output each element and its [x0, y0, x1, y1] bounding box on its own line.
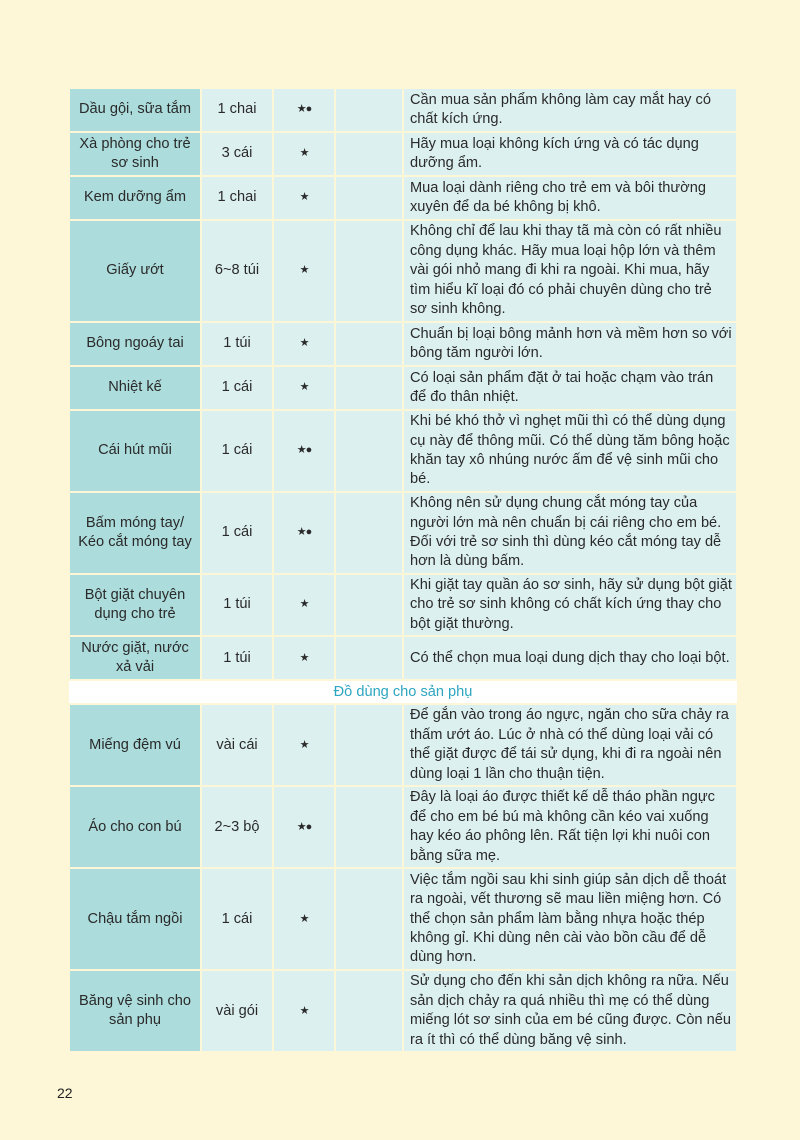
page-number: 22: [57, 1085, 73, 1101]
item-quantity: 1 túi: [201, 574, 273, 636]
item-name: Miếng đệm vú: [69, 704, 201, 786]
table-row: [69, 176, 737, 220]
item-name: Kem dưỡng ẩm: [69, 176, 201, 220]
item-note: Việc tắm ngồi sau khi sinh giúp sản dịch dễ thoát ra ngoài, vết thương sẽ mau liền miệng hơn. Có thể chọn sản phẩm làm bằng nhựa hoặc thép không gỉ. Khi dùng nên cài vào bồn cầu để dễ dùng hơn.: [403, 868, 737, 970]
table-row: [69, 868, 737, 970]
priority-mark: ★●: [273, 492, 335, 574]
item-note: Đây là loại áo được thiết kế dễ tháo phần ngực để cho em bé bú mà không cần kéo vai xuống hay kéo áo phông lên. Rất tiện lợi khi nuôi con bằng sữa mẹ.: [403, 786, 737, 868]
check-cell: [335, 704, 403, 786]
section-header-row: [69, 680, 737, 704]
item-note: Không nên sử dụng chung cắt móng tay của người lớn mà nên chuẩn bị cái riêng cho em bé. Đối với trẻ sơ sinh thì dùng kéo cắt móng tay dễ hơn là dùng bấm.: [403, 492, 737, 574]
item-name: Chậu tắm ngồi: [69, 868, 201, 970]
section-title: Đồ dùng cho sản phụ: [69, 680, 737, 704]
item-quantity: 6~8 túi: [201, 220, 273, 322]
check-cell: [335, 636, 403, 680]
item-note: Khi bé khó thở vì nghẹt mũi thì có thể dùng dụng cụ này để thông mũi. Có thể dùng tăm bông hoặc khăn tay xô nhúng nước ấm để vệ sinh mũi cho bé.: [403, 410, 737, 492]
table-row: [69, 322, 737, 366]
table-row: [69, 970, 737, 1052]
item-note: Khi giặt tay quần áo sơ sinh, hãy sử dụng bột giặt cho trẻ sơ sinh không có chất kích ứng thay cho bột giặt thường.: [403, 574, 737, 636]
item-note: Chuẩn bị loại bông mảnh hơn và mềm hơn so với bông tăm người lớn.: [403, 322, 737, 366]
item-name: Nhiệt kế: [69, 366, 201, 410]
check-cell: [335, 574, 403, 636]
table-row: [69, 366, 737, 410]
item-name: Bột giặt chuyên dụng cho trẻ: [69, 574, 201, 636]
check-cell: [335, 88, 403, 132]
item-name: Dầu gội, sữa tắm: [69, 88, 201, 132]
priority-mark: ★: [273, 574, 335, 636]
priority-mark: ★●: [273, 410, 335, 492]
item-quantity: 1 túi: [201, 636, 273, 680]
check-cell: [335, 786, 403, 868]
table-row: [69, 220, 737, 322]
priority-mark: ★: [273, 220, 335, 322]
item-quantity: 3 cái: [201, 132, 273, 176]
priority-mark: ★: [273, 868, 335, 970]
item-name: Bông ngoáy tai: [69, 322, 201, 366]
item-note: Hãy mua loại không kích ứng và có tác dụng dưỡng ẩm.: [403, 132, 737, 176]
priority-mark: ★: [273, 366, 335, 410]
check-cell: [335, 132, 403, 176]
table-row: [69, 410, 737, 492]
item-note: Cần mua sản phẩm không làm cay mắt hay có chất kích ứng.: [403, 88, 737, 132]
check-cell: [335, 492, 403, 574]
item-note: Mua loại dành riêng cho trẻ em và bôi thường xuyên để da bé không bị khô.: [403, 176, 737, 220]
item-note: Không chỉ để lau khi thay tã mà còn có rất nhiều công dụng khác. Hãy mua loại hộp lớn và thêm vài gói nhỏ mang đi khi ra ngoài. Khi mua, hãy tìm hiểu kĩ loại đó có phải chuyên dùng cho trẻ sơ sinh không.: [403, 220, 737, 322]
priority-mark: ★: [273, 970, 335, 1052]
check-cell: [335, 322, 403, 366]
item-name: Áo cho con bú: [69, 786, 201, 868]
priority-mark: ★●: [273, 786, 335, 868]
item-name: Bấm móng tay/ Kéo cắt móng tay: [69, 492, 201, 574]
item-quantity: 1 chai: [201, 88, 273, 132]
item-note: Có thể chọn mua loại dung dịch thay cho loại bột.: [403, 636, 737, 680]
item-quantity: 2~3 bộ: [201, 786, 273, 868]
item-name: Cái hút mũi: [69, 410, 201, 492]
table-row: [69, 492, 737, 574]
item-note: Để gắn vào trong áo ngực, ngăn cho sữa chảy ra thấm ướt áo. Lúc ở nhà có thể dùng loại vải có thể giặt được để tái sử dụng, khi đi ra ngoài nên dùng loại 1 lần cho thuận tiện.: [403, 704, 737, 786]
table-row: [69, 132, 737, 176]
item-quantity: 1 cái: [201, 366, 273, 410]
item-note: Có loại sản phẩm đặt ở tai hoặc chạm vào trán để đo thân nhiệt.: [403, 366, 737, 410]
item-quantity: 1 cái: [201, 410, 273, 492]
priority-mark: ★: [273, 322, 335, 366]
item-name: Giấy ướt: [69, 220, 201, 322]
check-cell: [335, 410, 403, 492]
check-cell: [335, 366, 403, 410]
check-cell: [335, 220, 403, 322]
item-quantity: 1 túi: [201, 322, 273, 366]
table-row: [69, 574, 737, 636]
priority-mark: ★: [273, 704, 335, 786]
table-row: [69, 636, 737, 680]
item-name: Băng vệ sinh cho sản phụ: [69, 970, 201, 1052]
table-row: [69, 704, 737, 786]
table-row: [69, 88, 737, 132]
item-name: Nước giặt, nước xả vải: [69, 636, 201, 680]
priority-mark: ★: [273, 636, 335, 680]
priority-mark: ★: [273, 176, 335, 220]
priority-mark: ★: [273, 132, 335, 176]
item-quantity: 1 cái: [201, 868, 273, 970]
item-quantity: 1 chai: [201, 176, 273, 220]
item-name: Xà phòng cho trẻ sơ sinh: [69, 132, 201, 176]
item-quantity: vài gói: [201, 970, 273, 1052]
item-quantity: vài cái: [201, 704, 273, 786]
supply-table: [68, 87, 738, 1053]
table-row: [69, 786, 737, 868]
check-cell: [335, 970, 403, 1052]
check-cell: [335, 868, 403, 970]
check-cell: [335, 176, 403, 220]
item-note: Sử dụng cho đến khi sản dịch không ra nữa. Nếu sản dịch chảy ra quá nhiều thì mẹ có thể dùng miếng lót sơ sinh của em bé cũng được. Còn nếu ra ít thì có thể dùng băng vệ sinh.: [403, 970, 737, 1052]
priority-mark: ★●: [273, 88, 335, 132]
item-quantity: 1 cái: [201, 492, 273, 574]
